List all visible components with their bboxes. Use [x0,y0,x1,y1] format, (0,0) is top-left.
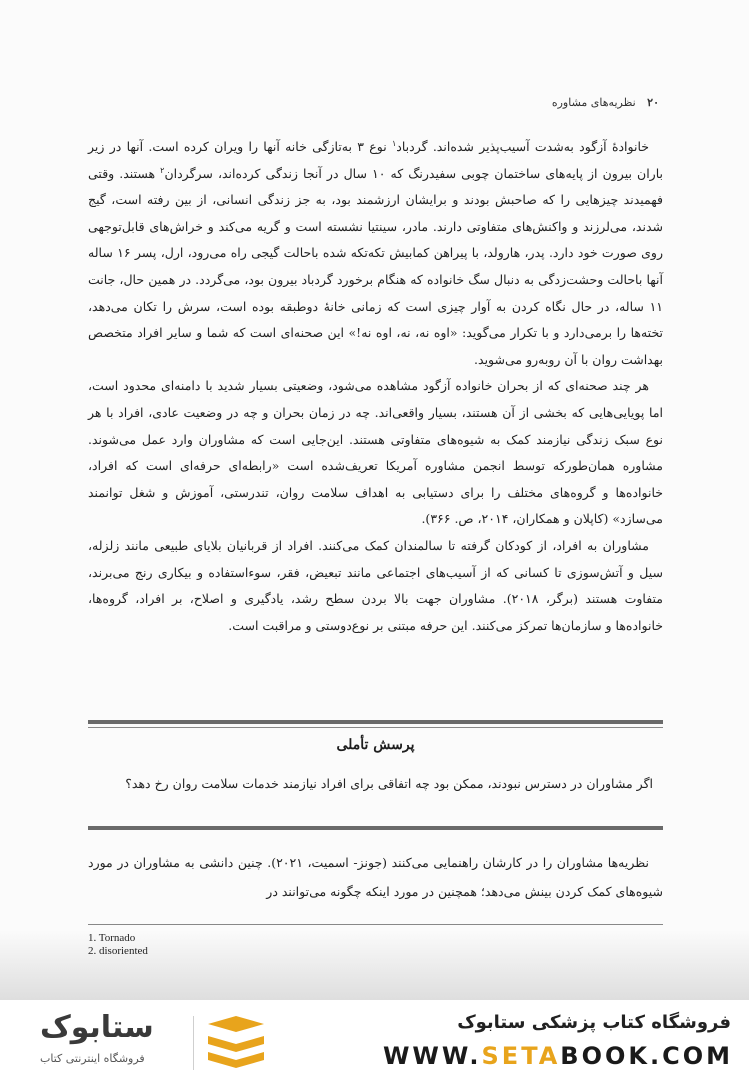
footnote-separator [88,924,663,925]
box-bottom-rule [88,826,663,830]
running-title: نظریه‌های مشاوره [551,96,636,109]
box-top-rule-thin [88,727,663,728]
box-top-rule [88,720,663,724]
footnote-2: 2. disoriented [88,945,148,957]
logo-subtitle: فروشگاه اینترنتی کتاب [40,1052,145,1065]
paragraph-1-text-c: هستند. وقتی فهمیدند چیزهایی را که صاحبش بودند و برایشان ارزشمند بود، به جز زندگی انسانی، از بین رفته است، گیج شدند، می‌لرزند و واکنش‌های متفاوتی دارند. مادر، سینتیا نشسته است و گریه می‌کند و خراش‌های قابل‌توجهی روی صورت خود دارد. پدر، هارولد، با پیراهن کمابیش تکه‌تکه شده باحالت گیجی راه می‌رود، ارل، پسر ۱۶ ساله آنها باحالت وحشت‌زدگی به دنبال سگ خانواده که هنگام برخورد گردباد بیرون بود، می‌گردد. در همین حال، جانت ۱۱ ساله، در حال نگاه کردن به آوار چیزی است که زمانی خانهٔ دوطبقه بوده است، سرش را تکان می‌دهد، تخته‌ها را برمی‌دارد و با تکرار می‌گوید: «اوه نه، نه، اوه نه!» این صحنه‌ای است که شما و سایر افراد متخصص بهداشت روان با آن روبه‌رو می‌شوید. [88,165,663,367]
paragraph-2: هر چند صحنه‌ای که از بحران خانواده آزگود مشاهده می‌شود، وضعیتی بسیار شدید با دامنه‌ای محدود است، اما پویایی‌هایی که بخشی از آن هستند، بسیار واقعی‌اند. چه در زمان بحران و چه در وضعیت عادی، افراد با هر نوع سبک زندگی نیازمند کمک به شیوه‌های متفاوتی هستند. این‌جایی است که مشاوران وارد عمل می‌شوند. مشاوره همان‌طورکه توسط انجمن مشاوره آمریکا تعریف‌شده است «رابطه‌ای حرفه‌ای است که افراد، خانواده‌ها و گروه‌های مختلف را برای دستیابی به اهداف سلامت روان، تندرستی، آموزش و شغل توانمند می‌سازد» (کاپلان و همکاران، ۲۰۱۴، ص. ۳۶۶). [88,378,663,527]
paragraph-1-text-b: نوع ۳ به‌تازگی خانه آنها را ویران کرده است. آنها در زیر باران بیرون از پایه‌های ساختمان چوبی سفیدرنگ که ۱۰ سال در آنجا زندگی کرده‌اند، سرگردان [88,139,663,181]
url-suffix: BOOK.COM [560,1042,733,1070]
shop-url[interactable] [383,1042,733,1070]
logo-divider [193,1016,194,1070]
paragraph-3: مشاوران به افراد، از کودکان گرفته تا سالمندان کمک می‌کنند. افراد از قربانیان بلایای طبیعی مانند زلزله، سیل و آتش‌سوزی تا کسانی که از آسیب‌های اجتماعی مانند تبعیض، فقر، سوءاستفاده و بیکاری رنج می‌برند، متفاوت هستند (برگر، ۲۰۱۸). مشاوران جهت بالا بردن سطح رشد، یادگیری و اصلاح، بر افراد، گروه‌ها، خانواده‌ها و سازمان‌ها تمرکز می‌کنند. این حرفه مبتنی بر نوع‌دوستی و مراقبت است. [88,537,663,633]
reflection-box-title: پرسش تأملی [336,737,415,753]
logo-wordmark: ستابوک [40,1010,154,1045]
paragraph-1 [88,134,663,373]
shop-title: فروشگاه کتاب پزشکی ستابوک [457,1012,731,1033]
book-stack-logo-icon [204,1014,268,1070]
footnote-ref-2: ۲ [160,165,165,175]
footnotes [88,932,148,958]
footnote-1: 1. Tornado [88,932,136,944]
paragraph-4: نظریه‌ها مشاوران را در کارشان راهنمایی می‌کنند (جونز- اسمیت، ۲۰۲۱). چنین دانشی به مشاوران در مورد شیوه‌های کمک کردن بینش می‌دهد؛ همچنین در مورد اینکه چگونه می‌توانند در [88,855,663,899]
paragraph-1-text-a: خانوادهٔ آزگود به‌شدت آسیب‌پذیر شده‌اند. گردباد [396,139,650,154]
url-prefix: WWW. [382,1042,482,1070]
running-header [552,96,659,109]
main-text [88,134,663,639]
page-number: ۲۰ [647,96,659,109]
footnote-ref-1: ۱ [391,138,397,148]
url-highlight: SETA [481,1042,561,1070]
continuation-text [88,848,663,906]
reflection-question: اگر مشاوران در دسترس نبودند، ممکن بود چه اتفاقی برای افراد نیازمند خدمات سلامت روان رخ دهد؟ [125,776,653,791]
